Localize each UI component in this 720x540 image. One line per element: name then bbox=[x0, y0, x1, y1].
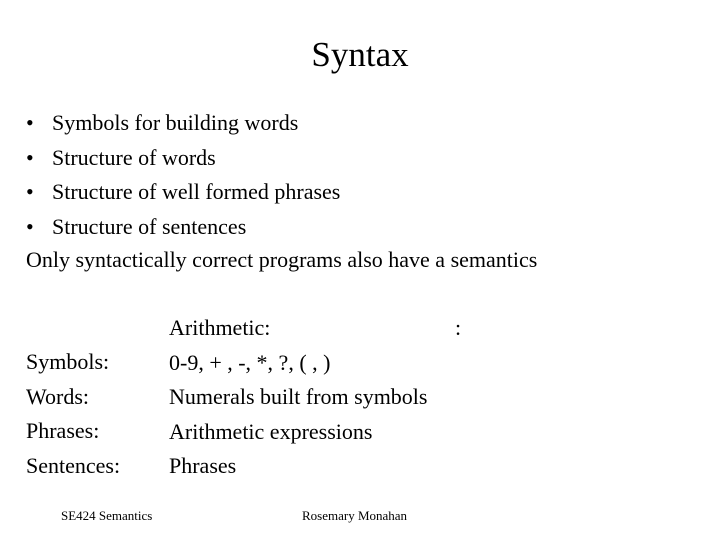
label-symbols: Symbols: bbox=[26, 349, 110, 374]
label-phrases: Phrases: bbox=[26, 418, 100, 443]
bullet-list bbox=[26, 106, 340, 244]
bullet-text: Symbols for building words bbox=[52, 110, 299, 135]
header-colon: : bbox=[455, 315, 462, 340]
value-words: Numerals built from symbols bbox=[169, 384, 428, 409]
bullet-item bbox=[26, 175, 340, 210]
bullet-text: Structure of well formed phrases bbox=[52, 179, 341, 204]
bullet-text: Structure of sentences bbox=[52, 213, 247, 239]
bullet-item bbox=[26, 141, 340, 176]
bullet-item bbox=[26, 106, 340, 141]
column-header: Arithmetic: bbox=[169, 315, 271, 340]
label-column bbox=[26, 345, 120, 483]
bullet-item bbox=[26, 210, 340, 245]
bullet-icon: • bbox=[26, 213, 34, 239]
value-sentences: Phrases bbox=[169, 453, 237, 478]
bullet-icon: • bbox=[26, 179, 34, 204]
footer-author: Rosemary Monahan bbox=[302, 508, 408, 523]
bullet-icon: • bbox=[26, 144, 34, 170]
semantics-note: Only syntactically correct programs also have a semantics bbox=[26, 247, 538, 272]
bullet-text: Structure of words bbox=[52, 144, 216, 170]
bullet-icon: • bbox=[26, 110, 34, 135]
label-words: Words: bbox=[26, 383, 90, 409]
label-sentences: Sentences: bbox=[26, 452, 121, 478]
value-phrases: Arithmetic expressions bbox=[169, 418, 373, 444]
value-symbols: 0-9, + , -, *, ?, ( , ) bbox=[169, 349, 331, 375]
slide-title: Syntax bbox=[311, 35, 409, 74]
value-column bbox=[169, 311, 427, 484]
footer-course: SE424 Semantics bbox=[61, 508, 153, 523]
